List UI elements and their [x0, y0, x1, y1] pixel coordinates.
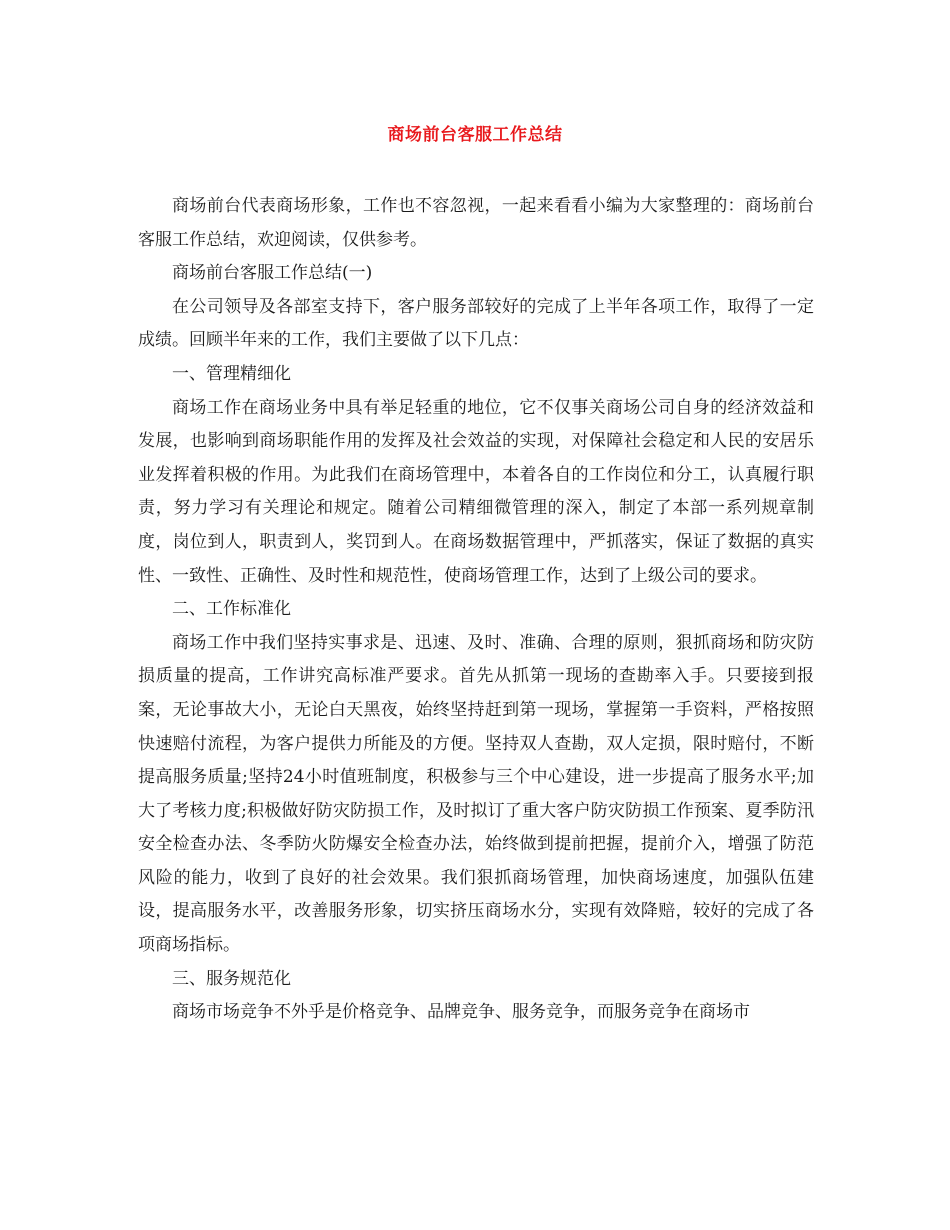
- section-heading-standardization: 二、工作标准化: [172, 599, 291, 620]
- management-paragraph: 商场工作在商场业务中具有举足轻重的地位，它不仅事关商场公司自身的经济效益和发展，也影响到商场职能作用的发挥及社会效益的实现，对保障社会稳定和人民的安居乐业发挥着积极的作用。为此我们在商场管理中，本着各自的工作岗位和分工，认真履行职责，努力学习有关理论和规定。随着公司精细微管理的深入，制定了本部一系列规章制度，岗位到人，职责到人，奖罚到人。在商场数据管理中，严抓落实，保证了数据的真实性、一致性、正确性、及时性和规范性，使商场管理工作，达到了上级公司的要求。: [138, 397, 814, 586]
- section-heading-part-one: 商场前台客服工作总结(一): [172, 263, 373, 284]
- service-paragraph: 商场市场竞争不外乎是价格竞争、品牌竞争、服务竞争，而服务竞争在商场市: [172, 1002, 750, 1023]
- opening-paragraph: 在公司领导及各部室支持下，客户服务部较好的完成了上半年各项工作，取得了一定成绩。回顾半年来的工作，我们主要做了以下几点：: [138, 296, 814, 351]
- document-title: 商场前台客服工作总结: [387, 125, 563, 145]
- document-body: [138, 190, 814, 1030]
- intro-paragraph: 商场前台代表商场形象，工作也不容忽视，一起来看看小编为大家整理的：商场前台客服工作总结，欢迎阅读，仅供参考。: [138, 196, 814, 250]
- section-heading-management: 一、管理精细化: [172, 363, 291, 384]
- section-heading-service: 三、服务规范化: [172, 968, 291, 989]
- standardization-paragraph: 商场工作中我们坚持实事求是、迅速、及时、准确、合理的原则，狠抓商场和防灾防损质量的提高，工作讲究高标准严要求。首先从抓第一现场的查勘率入手。只要接到报案，无论事故大小，无论白天黑夜，始终坚持赶到第一现场，掌握第一手资料，严格按照快速赔付流程，为客户提供力所能及的方便。坚持双人查勘，双人定损，限时赔付，不断提高服务质量;坚持24小时值班制度，积极参与三个中心建设，进一步提高了服务水平;加大了考核力度;积极做好防灾防损工作，及时拟订了重大客户防灾防损工作预案、夏季防汛安全检查办法、冬季防火防爆安全检查办法，始终做到提前把握，提前介入，增强了防范风险的能力，收到了良好的社会效果。我们狠抓商场管理，加快商场速度，加强队伍建设，提高服务水平，改善服务形象，切实挤压商场水分，实现有效降赔，较好的完成了各项商场指标。: [138, 632, 814, 956]
